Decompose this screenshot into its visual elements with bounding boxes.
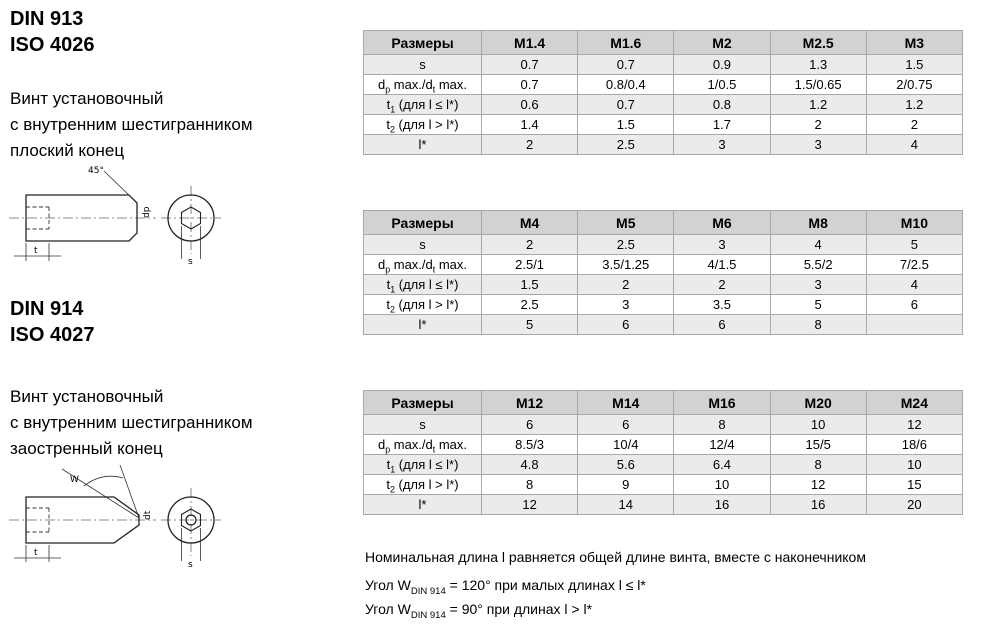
value-cell: 5: [482, 315, 578, 335]
value-cell: 14: [578, 495, 674, 515]
size-column-header: M14: [578, 391, 674, 415]
value-cell: 8: [770, 315, 866, 335]
dimension-label-s: s: [188, 560, 193, 570]
table-header-row: [364, 31, 963, 55]
table-row: [364, 255, 963, 275]
size-column-header: M6: [674, 211, 770, 235]
table-header-row: [364, 211, 963, 235]
row-label: $d_p$ $\max./d_t$ max.: [364, 75, 482, 95]
row-label: s: [364, 235, 482, 255]
table-row: [364, 55, 963, 75]
value-cell: 15/5: [770, 435, 866, 455]
value-cell: 1.5/0.65: [770, 75, 866, 95]
size-column-header: M3: [866, 31, 962, 55]
size-column-header: M20: [770, 391, 866, 415]
value-cell: 16: [674, 495, 770, 515]
value-cell: 10: [674, 475, 770, 495]
table-row: [364, 315, 963, 335]
value-cell: 10: [770, 415, 866, 435]
description-line: Винт установочный: [10, 89, 164, 108]
dimension-label-s: s: [188, 257, 193, 266]
size-column-header: M16: [674, 391, 770, 415]
size-column-header: M8: [770, 211, 866, 235]
din913-heading: [10, 6, 95, 58]
value-cell: 12/4: [674, 435, 770, 455]
value-cell: 0.8: [674, 95, 770, 115]
table-row: [364, 495, 963, 515]
cone-angle-label: W: [70, 475, 79, 485]
value-cell: 3: [770, 275, 866, 295]
table-row: [364, 75, 963, 95]
value-cell: 8: [674, 415, 770, 435]
value-cell: 2: [482, 235, 578, 255]
value-cell: 4: [770, 235, 866, 255]
description-line: с внутренним шестигранником: [10, 115, 253, 134]
value-cell: 5: [770, 295, 866, 315]
value-cell: 20: [866, 495, 962, 515]
value-cell: 8: [770, 455, 866, 475]
sizes-header: Размеры: [364, 31, 482, 55]
dimension-label-t: t: [34, 246, 38, 256]
din914-heading: [10, 296, 95, 348]
nominal-length-note: Номинальная длина l равняется общей длине винта, вместе с наконечником: [365, 549, 866, 565]
dimension-table: [363, 30, 963, 155]
value-cell: 8: [482, 475, 578, 495]
value-cell: 1.5: [866, 55, 962, 75]
value-cell: [866, 315, 962, 335]
value-cell: 12: [482, 495, 578, 515]
value-cell: 10/4: [578, 435, 674, 455]
angle-120-note: Угол $W_{DIN 914} = 120^\circ$ при малых длинах l ≤ l*: [365, 577, 646, 597]
value-cell: 6: [674, 315, 770, 335]
value-cell: 15: [866, 475, 962, 495]
chamfer-angle-label: 45°: [88, 166, 104, 176]
value-cell: 2/0.75: [866, 75, 962, 95]
value-cell: 2.5: [578, 135, 674, 155]
value-cell: 1.5: [578, 115, 674, 135]
row-label: $t_2$ (для l > l*): [364, 295, 482, 315]
value-cell: 5: [866, 235, 962, 255]
value-cell: 10: [866, 455, 962, 475]
value-cell: 8.5/3: [482, 435, 578, 455]
sizes-header: Размеры: [364, 391, 482, 415]
size-column-header: M5: [578, 211, 674, 235]
row-label: $d_p$ $\max./d_t$ max.: [364, 435, 482, 455]
table-row: [364, 455, 963, 475]
row-label: $t_2$ (для l > l*): [364, 115, 482, 135]
value-cell: 1.5: [482, 275, 578, 295]
value-cell: 0.7: [578, 55, 674, 75]
size-column-header: M4: [482, 211, 578, 235]
value-cell: 0.7: [482, 55, 578, 75]
table-row: [364, 415, 963, 435]
value-cell: 5.5/2: [770, 255, 866, 275]
value-cell: 2: [674, 275, 770, 295]
value-cell: 4: [866, 135, 962, 155]
size-column-header: M1.6: [578, 31, 674, 55]
table-header-row: [364, 391, 963, 415]
din914-description: [10, 384, 253, 462]
din913-flat-point-drawing: [6, 164, 226, 266]
table-row: [364, 95, 963, 115]
iso-number: ISO 4026: [10, 34, 95, 56]
value-cell: 3: [674, 135, 770, 155]
row-label: $t_1$ (для l ≤ l*): [364, 455, 482, 475]
value-cell: 2: [578, 275, 674, 295]
dimension-label-dt: dt: [143, 510, 153, 520]
value-cell: 1.3: [770, 55, 866, 75]
row-label: l*: [364, 495, 482, 515]
din913-description: [10, 86, 253, 164]
value-cell: 2.5: [482, 295, 578, 315]
value-cell: 3.5: [674, 295, 770, 315]
table-row: [364, 115, 963, 135]
description-line: плоский конец: [10, 141, 125, 160]
spec-table-small-sizes: [363, 30, 963, 155]
value-cell: 1.2: [770, 95, 866, 115]
value-cell: 1.4: [482, 115, 578, 135]
dimension-label-t: t: [34, 548, 38, 558]
value-cell: 2.5/1: [482, 255, 578, 275]
value-cell: 3: [578, 295, 674, 315]
value-cell: 6: [482, 415, 578, 435]
row-label: $t_2$ (для l > l*): [364, 475, 482, 495]
size-column-header: M2.5: [770, 31, 866, 55]
table-row: [364, 435, 963, 455]
value-cell: 4.8: [482, 455, 578, 475]
table-row: [364, 295, 963, 315]
description-line: заостренный конец: [10, 439, 163, 458]
dimension-table: [363, 210, 963, 335]
size-column-header: M1.4: [482, 31, 578, 55]
row-label: $t_1$ (для l ≤ l*): [364, 275, 482, 295]
value-cell: 2.5: [578, 235, 674, 255]
table-row: [364, 235, 963, 255]
description-line: Винт установочный: [10, 387, 164, 406]
value-cell: 9: [578, 475, 674, 495]
value-cell: 6.4: [674, 455, 770, 475]
row-label: $d_p$ $\max./d_t$ max.: [364, 255, 482, 275]
table-row: [364, 135, 963, 155]
size-column-header: M12: [482, 391, 578, 415]
value-cell: 6: [578, 315, 674, 335]
value-cell: 4/1.5: [674, 255, 770, 275]
chamfer-leader-line: [104, 171, 132, 198]
size-column-header: M10: [866, 211, 962, 235]
value-cell: 5.6: [578, 455, 674, 475]
value-cell: 0.7: [578, 95, 674, 115]
sizes-header: Размеры: [364, 211, 482, 235]
size-column-header: M24: [866, 391, 962, 415]
cone-angle-lines: [62, 465, 139, 518]
value-cell: 3: [770, 135, 866, 155]
din-number: DIN 913: [10, 8, 84, 30]
table-row: [364, 275, 963, 295]
value-cell: 3.5/1.25: [578, 255, 674, 275]
row-label: $t_1$ (для l ≤ l*): [364, 95, 482, 115]
value-cell: 0.6: [482, 95, 578, 115]
value-cell: 18/6: [866, 435, 962, 455]
spec-table-large-sizes: [363, 390, 963, 515]
dimension-table: [363, 390, 963, 515]
value-cell: 12: [866, 415, 962, 435]
table-row: [364, 475, 963, 495]
value-cell: 0.9: [674, 55, 770, 75]
din-number: DIN 914: [10, 298, 84, 320]
spec-table-medium-sizes: [363, 210, 963, 335]
value-cell: 1.2: [866, 95, 962, 115]
value-cell: 1.7: [674, 115, 770, 135]
value-cell: 2: [482, 135, 578, 155]
description-line: с внутренним шестигранником: [10, 413, 253, 432]
size-column-header: M2: [674, 31, 770, 55]
din914-cone-point-drawing: [6, 462, 226, 570]
row-label: l*: [364, 315, 482, 335]
value-cell: 7/2.5: [866, 255, 962, 275]
value-cell: 6: [866, 295, 962, 315]
value-cell: 6: [578, 415, 674, 435]
value-cell: 2: [770, 115, 866, 135]
dimension-label-dp: dp: [142, 206, 152, 218]
row-label: s: [364, 55, 482, 75]
angle-90-note: Угол $W_{DIN 914} = 90^\circ$ при длинах l > l*: [365, 601, 593, 621]
value-cell: 3: [674, 235, 770, 255]
value-cell: 16: [770, 495, 866, 515]
iso-number: ISO 4027: [10, 324, 95, 346]
value-cell: 2: [866, 115, 962, 135]
value-cell: 12: [770, 475, 866, 495]
value-cell: 0.7: [482, 75, 578, 95]
row-label: l*: [364, 135, 482, 155]
value-cell: 4: [866, 275, 962, 295]
row-label: s: [364, 415, 482, 435]
value-cell: 1/0.5: [674, 75, 770, 95]
value-cell: 0.8/0.4: [578, 75, 674, 95]
